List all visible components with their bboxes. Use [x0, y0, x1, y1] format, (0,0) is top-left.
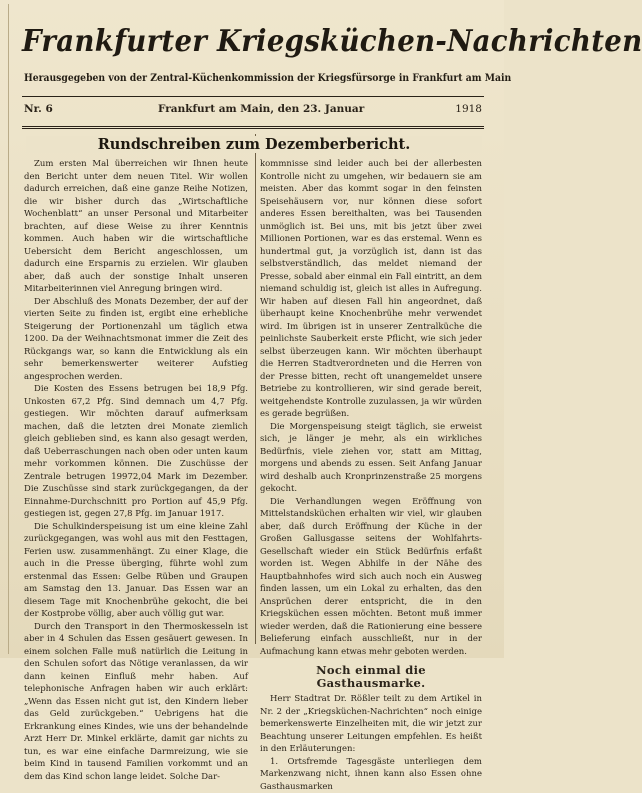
left-paragraph: Zum ersten Mal überreichen wir Ihnen heute den Bericht unter dem neuen Titel. Wir wollen dadurch erreichen, daß eine ganze Reihe Notizen, die wir bisher durch das „Wirtschaftliche Wochenblatt“ an unser Personal und Mitarbeiter brachten, auf diese Weise zu ihrer Kenntnis kommen. Auch haben wir die wirtschaftliche Uebersicht dem Bericht angeschlossen, um dadurch eine Ersparnis zu erzielen. Wir glauben aber, daß auch der sonstige Inhalt unseren Mitarbeiterinnen viel Anregung bringen wird. — [24, 158, 248, 296]
second-article-headline: Noch einmal die Gasthausmarke. — [260, 664, 482, 689]
article-headline: Rundschreiben zum Dezemberbericht. — [26, 136, 482, 153]
issue-number: Nr. 6 — [24, 103, 53, 115]
masthead-subtitle: Herausgegeben von der Zentral-Küchenkommission der Kriegsfürsorge in Frankfurt am Main — [24, 72, 425, 84]
masthead-title: Frankfurter Kriegsküchen-Nachrichten — [22, 24, 445, 59]
issue-year: 1918 — [455, 103, 482, 115]
right-column — [260, 158, 482, 646]
masthead-rule-mid — [22, 126, 484, 127]
masthead-rule-top — [22, 96, 484, 97]
left-paragraph: Die Kosten des Essens betrugen bei 18,9 Pfg. Unkosten 67,2 Pfg. Sind demnach um 4,7 Pfg. gestiegen. Wir möchten darauf aufmerksam machen, daß die letzten drei Monate ziemlich gleich geblieben sind, es kann also gesagt werden, daß Ueberraschungen nach oben oder unten kaum mehr vorkommen können. Die Zuschüsse der Zentrale betrugen 19972,04 Mark im Dezember. Die Zuschüsse sind stark zurückgegangen, da der Einnahme-Durchschnitt pro Portion auf 45,9 Pfg. gestiegen ist, gegen 27,8 Pfg. im Januar 1917. — [24, 383, 248, 521]
right-paragraph: kommnisse sind leider auch bei der allerbesten Kontrolle nicht zu umgehen, wir bedauern sie am meisten. Aber das kommt sogar in den feinsten Speisehäusern vor, nur können diese sofort anderes Essen bereithalten, was bei Tausenden unmöglich ist. Bei uns, mit bis jetzt über zwei Millionen Portionen, war es das erstemal. Wenn es hundertmal gut, ja vorzüglich ist, dann ist das selbstverständlich, das meldet niemand der Presse, sobald aber einmal ein Fall eintritt, an dem niemand schuldig ist, gleich ist alles in Aufregung. Wir haben auf diesen Fall hin angeordnet, daß überhaupt keine Knochenbrühe mehr verwendet wird. Im übrigen ist in unserer Zentralküche die peinlichste Sauberkeit erste Pflicht, wie sich jeder selbst überzeugen kann. Wir möchten überhaupt die Herren Stadtverordneten und die Herren von der Presse bitten, recht oft unangemeldet unsere Betriebe zu kontrollieren, wir sind gerade bereit, weitgehendste Kontrolle zuzulassen, ja wir würden es gerade begrüßen. — [260, 158, 482, 421]
issue-place-date: Frankfurt am Main, den 23. Januar — [158, 103, 364, 115]
column-divider — [255, 134, 256, 644]
masthead-rule-bottom — [22, 128, 484, 129]
left-paragraph: Die Schulkinderspeisung ist um eine kleine Zahl zurückgegangen, was wohl aus mit den Festtagen, Ferien usw. zusammenhängt. Zu einer Klage, die auch in die Presse überging, führte wohl zum erstenmal das Essen: Gelbe Rüben und Graupen am Samstag den 13. Januar. Das Essen war an diesem Tage mit Knochenbrühe gekocht, die bei der Kostprobe völlig, aber auch völlig gut war. — [24, 521, 248, 621]
left-paragraph: Durch den Transport in den Thermoskesseln ist aber in 4 Schulen das Essen gesäuert gewesen. In einem solchen Falle muß natürlich die Leitung in den Schulen sofort das Nötige veranlassen, da wir dann keinen Einfluß mehr haben. Auf telephonische Anfragen haben wir auch erklärt: „Wenn das Essen nicht gut ist, den Kindern lieber das Geld zurückgeben.“ Uebrigens hat die Erkrankung eines Kindes, wie uns der behandelnde Arzt Herr Dr. Minkel erklärte, damit gar nichts zu tun, es war eine einfache Darmreizung, wie sie beim Kind in tausend Familien vorkommt und an dem das Kind schon lange leidet. Solche Dar- — [24, 621, 248, 784]
second-article-paragraph: Herr Stadtrat Dr. Rößler teilt zu dem Artikel in Nr. 2 der „Kriegsküchen-Nachrichten“ noch einige bemerkenswerte Einzelheiten mit, die wir jetzt zur Beachtung unserer Leitungen empfehlen. Es heißt in den Erläuterungen: — [260, 693, 482, 756]
right-paragraph: Die Verhandlungen wegen Eröffnung von Mittelstandsküchen erhalten wir viel, wir glauben aber, daß durch Eröffnung der Küche in der Großen Gallusgasse seitens der Wohlfahrts-Gesellschaft wieder ein Stück Bedürfnis erfaßt worden ist. Wegen Abhilfe in der Nähe des Hauptbahnhofes wird sich auch noch ein Ausweg finden lassen, um ein Lokal zu erhalten, das den Ansprüchen derer entspricht, die in den Kriegsküchen essen möchten. Betont muß immer wieder werden, daß die Rationierung eine bessere Belieferung einfach ausschließt, nur in der Aufmachung kann etwas mehr geboten werden. — [260, 496, 482, 659]
left-paragraph: Der Abschluß des Monats Dezember, der auf der vierten Seite zu finden ist, ergibt eine erhebliche Steigerung der Portionenzahl um täglich etwa 1200. Da der Weihnachtsmonat immer die Zeit des Rückgangs war, so kann die Entwicklung als ein sehr bemerkenswerter weiterer Aufstieg angesprochen werden. — [24, 296, 248, 384]
right-paragraph: Die Morgenspeisung steigt täglich, sie erweist sich, je länger je mehr, als ein wirkliches Bedürfnis, viele ziehen vor, statt am Mittag, morgens und abends zu essen. Seit Anfang Januar wird deshalb auch Kronprinzenstraße 25 morgens gekocht. — [260, 421, 482, 496]
second-article-paragraph: 1. Ortsfremde Tagesgäste unterliegen dem Markenzwang nicht, ihnen kann also Essen ohne Gasthausmarken — [260, 756, 482, 793]
left-column — [24, 158, 248, 646]
